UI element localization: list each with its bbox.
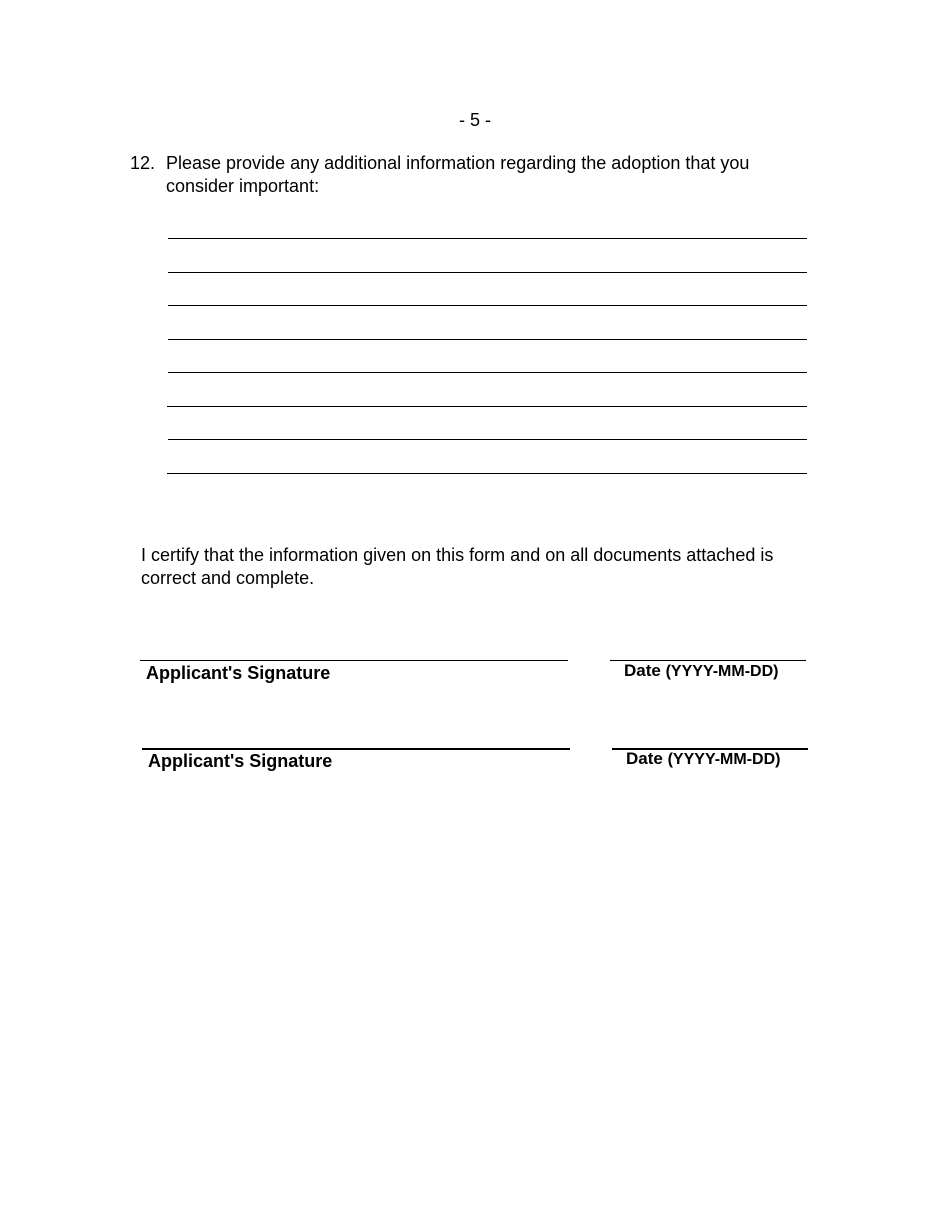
date-format: (YYYY-MM-DD)	[667, 751, 781, 768]
date-label	[626, 748, 780, 771]
answer-line[interactable]	[168, 238, 807, 239]
signature-label: Applicant's Signature	[148, 751, 333, 771]
answer-line[interactable]	[167, 473, 807, 474]
date-label-text: Date	[624, 661, 661, 680]
page-number: - 5 -	[458, 110, 491, 130]
date-label	[624, 660, 778, 683]
answer-line[interactable]	[167, 406, 807, 407]
signature-label: Applicant's Signature	[146, 663, 331, 683]
signature-line[interactable]	[140, 660, 568, 661]
answer-line[interactable]	[168, 372, 807, 373]
question-number: 12.	[130, 153, 156, 173]
certification-statement: I certify that the information given on this form and on all documents attached is correct and complete.	[141, 545, 774, 588]
answer-line[interactable]	[168, 305, 807, 306]
question-text: Please provide any additional information regarding the adoption that you consider important:	[166, 153, 750, 196]
date-format: (YYYY-MM-DD)	[665, 663, 779, 680]
answer-line[interactable]	[168, 272, 807, 273]
answer-line[interactable]	[168, 439, 807, 440]
date-label-text: Date	[626, 749, 663, 768]
answer-line[interactable]	[168, 339, 807, 340]
